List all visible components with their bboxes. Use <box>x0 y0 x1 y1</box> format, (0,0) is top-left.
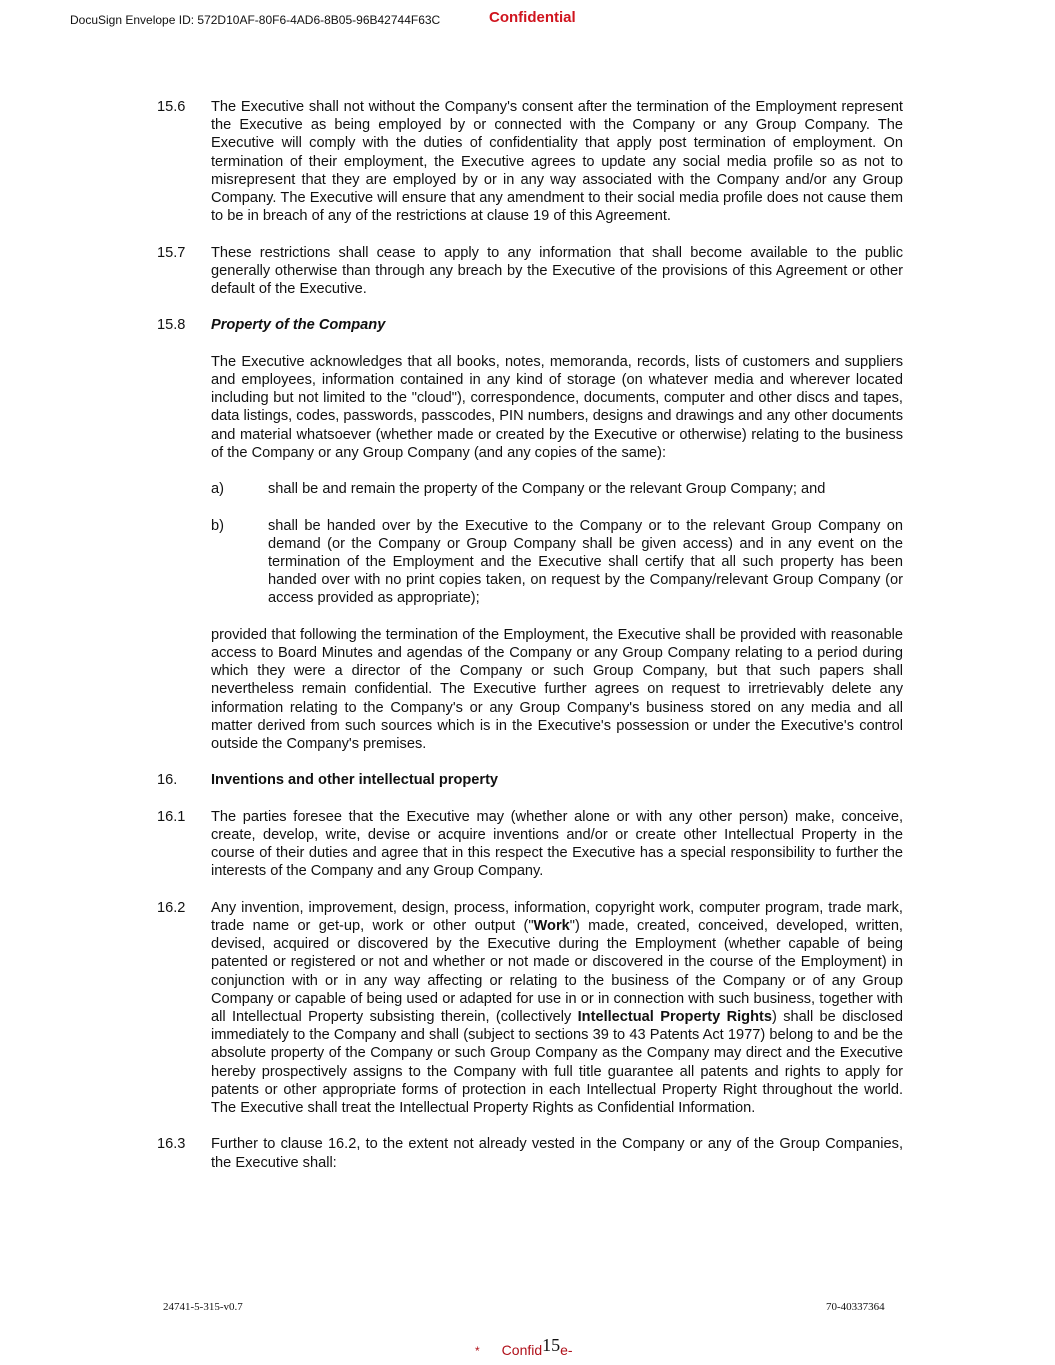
clause-text: These restrictions shall cease to apply to any information that shall become available to the public generally otherwise than through any breach by the Executive of the provisions of this Agreement or other default of the Executive. <box>211 244 903 298</box>
clause-number: 15.8 <box>157 317 186 334</box>
clause-15-8-intro: The Executive acknowledges that all books, notes, memoranda, records, lists of customers and suppliers and employees, information contained in any kind of storage (on whatever media and wherever located including but not limited to the "cloud"), correspondence, documents, computer and other discs and tapes, data listings, codes, passwords, passcodes, PIN numbers, designs and drawings and any other documents and material whatsoever (whether made or created by the Executive or otherwise) relating to the business of the Company or any Group Company (and any copies of the same): <box>211 353 903 461</box>
list-item-b <box>211 517 903 608</box>
list-item-a <box>211 480 903 498</box>
clause-number: 16.3 <box>157 1136 186 1153</box>
list-text: shall be handed over by the Executive to the Company or to the relevant Group Company on demand (or the Company or Group Company shall be given access) and in any event on the termination of the Employment and the Executive shall certify that all such property has been handed over with no print copies taken, on request by the Company/relevant Group Company (or access provided as appropriate); <box>268 517 903 607</box>
clause-number: 15.7 <box>157 244 186 261</box>
confidential-label: Confidential <box>489 9 576 26</box>
stamp-text: e- <box>560 1342 573 1358</box>
envelope-id: DocuSign Envelope ID: 572D10AF-80F6-4AD6-8B05-96B42744F63C <box>70 13 441 27</box>
defined-term-work: Work <box>533 918 570 934</box>
clause-15-8 <box>157 316 903 334</box>
section-heading: Inventions and other intellectual property <box>211 772 499 789</box>
page-number: 15 <box>542 1335 561 1355</box>
clause-number: 16.1 <box>157 808 186 825</box>
clause-15-8-proviso: provided that following the termination of the Employment, the Executive shall be provided with reasonable access to Board Minutes and agendas of the Company or any Group Company relating to a period during which they were a director of the Company or such Group Company, but that such papers shall nevertheless remain confidential. The Executive further agrees on request to irretrievably delete any information relating to the Company's or any Group Company's business stored on any media and all matter derived from such sources which is in the Executive's possession or under the Executive's control outside the Company's premises. <box>211 626 903 753</box>
document-reference: 24741-5-315-v0.7 <box>163 1301 243 1313</box>
clause-number: 15.6 <box>157 99 186 115</box>
confidential-stamp <box>475 1335 573 1360</box>
clause-text: The parties foresee that the Executive may (whether alone or with any other person) make, conceive, create, develop, write, devise or acquire inventions and/or or create other Intellectual Property in the course of their duties and agree that in this respect the Executive has a special responsibility to further the interests of the Company and any Group Company. <box>211 808 903 880</box>
clause-16-2 <box>157 899 903 1117</box>
clause-text: The Executive shall not without the Company's consent after the termination of the Employment represent the Executive as being employed by or connected with the Company or any Group Company. The Executive will comply with the duties of confidentiality that apply post termination of employment. On termination of their employment, the Executive agrees to update any social media profile so as not to misrepresent that they are employed by or in any way associated with the Company and/or any Group Company. The Executive will ensure that any amendment to their social media profile does not cause them to be in breach of any of the restrictions at clause 19 of this Agreement. <box>211 99 903 225</box>
text-segment: ") made, created, conceived, developed, written, devised, acquired or discovered by the Executive during the Employment (whether capable of being patented or registered or not and whether or not made or discovered in the course of the Employment) in conjunction with or in any way affecting or relating to the business of the Company or of any Group Company or capable of being used or adapted for use in or in connection with such business, together with all Intellectual Property subsisting therein, (collectively <box>211 918 903 1026</box>
clause-16-1 <box>157 808 903 881</box>
list-label: b) <box>211 517 224 534</box>
clause-heading: Property of the Company <box>211 317 386 334</box>
clause-text <box>211 899 903 1117</box>
defined-term-ip-rights: Intellectual Property Rights <box>577 1009 772 1026</box>
text-segment: Any invention, improvement, design, process, information, copyright work, computer program, trade mark, trade name or get-up, work or other output (" <box>211 899 903 934</box>
text-segment: ) shall be disclosed immediately to the Company and shall (subject to sections 39 to 43 Patents Act 1977) belong to and be the absolute property of the Company or such Group Company as the Company may direct and the Executive hereby prospectively assigns to the Company with full title guarantee all patents and rights to apply for patents or other appropriate forms of protection in each Intellectual Property Right throughout the world. The Executive shall treat the Intellectual Property Rights as Confidential Information. <box>211 1009 903 1117</box>
list-text: shall be and remain the property of the Company or the relevant Group Company; and <box>268 481 826 498</box>
clause-15-6 <box>157 98 903 225</box>
clause-15-7 <box>157 244 903 299</box>
stamp-text: Confid <box>501 1342 543 1358</box>
clause-number: 16.2 <box>157 899 186 916</box>
clause-text: Further to clause 16.2, to the extent not already vested in the Company or any of the Group Companies, the Executive shall: <box>211 1136 903 1171</box>
document-body <box>157 98 903 1190</box>
asterisk-icon: * <box>475 1344 480 1358</box>
list-label: a) <box>211 481 224 498</box>
clause-16-3 <box>157 1135 903 1171</box>
clause-number: 16. <box>157 772 178 789</box>
matter-reference: 70-40337364 <box>826 1301 885 1313</box>
clause-16 <box>157 771 903 789</box>
